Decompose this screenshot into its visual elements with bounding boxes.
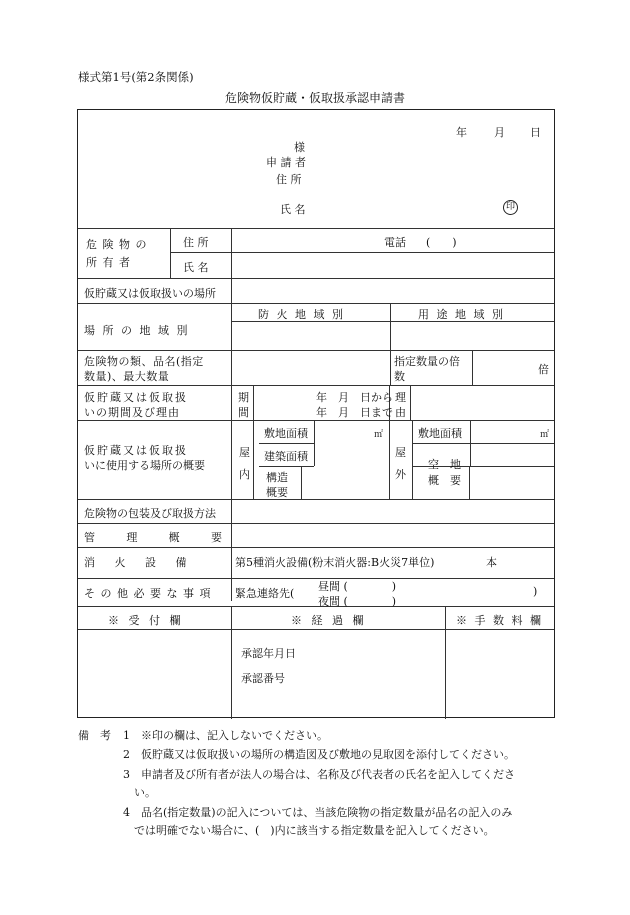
note-item-continuation: では明確でない場合に、( )内に該当する指定数量を記入してください。 bbox=[134, 824, 495, 837]
note-item: 4 品名(指定数量)の記入については、当該危険物の指定数量が品名の記入のみ bbox=[123, 806, 513, 819]
packaging-method-field[interactable] bbox=[234, 502, 552, 521]
quantity-multiple-unit: 倍 bbox=[538, 363, 549, 376]
progress-header: ※ 経 過 欄 bbox=[291, 614, 367, 627]
fee-header: ※ 手 数 料 欄 bbox=[456, 614, 543, 627]
indoor-structure-label-2: 概要 bbox=[266, 486, 288, 499]
fire-zone-field[interactable] bbox=[234, 324, 388, 348]
indoor-label-2: 内 bbox=[239, 468, 250, 481]
owner-label-line2: 所 有 者 bbox=[86, 256, 131, 269]
application-form-table bbox=[77, 109, 555, 718]
indoor-building-area-field[interactable] bbox=[316, 446, 386, 464]
hazard-class-label-line2: 数量)、最大数量 bbox=[84, 370, 170, 383]
site-label-line1: 仮貯蔵又は仮取扱 bbox=[84, 444, 188, 457]
indoor-structure-field[interactable] bbox=[304, 469, 386, 497]
period-to[interactable]: 年 月 日まで bbox=[316, 406, 393, 419]
owner-name-field[interactable] bbox=[234, 256, 552, 275]
document-title: 危険物仮貯蔵・仮取扱承認申請書 bbox=[224, 91, 405, 105]
fire-equipment-value: 第5種消火設備(粉末消火器:B火災7単位) bbox=[235, 556, 435, 569]
fire-zone-header: 防 火 地 域 別 bbox=[258, 308, 345, 321]
packaging-method-label: 危険物の包装及び取扱方法 bbox=[84, 507, 216, 520]
site-label-line2: いに使用する場所の概要 bbox=[84, 459, 205, 472]
use-zone-field[interactable] bbox=[393, 324, 551, 348]
fire-equipment-label: 消 火 設 備 bbox=[84, 556, 195, 569]
outdoor-open-land-label-1: 空 地 bbox=[428, 458, 461, 471]
outdoor-label-1: 屋 bbox=[395, 446, 406, 459]
outdoor-site-area-unit: ㎡ bbox=[540, 430, 550, 440]
date-year: 年 bbox=[456, 126, 467, 139]
indoor-site-area-label: 敷地面積 bbox=[264, 427, 308, 440]
outdoor-site-area-field[interactable] bbox=[473, 423, 535, 441]
indoor-label-1: 屋 bbox=[239, 446, 250, 459]
storage-location-field[interactable] bbox=[233, 281, 551, 300]
indoor-structure-label-1: 構造 bbox=[266, 471, 288, 484]
note-item-continuation: い。 bbox=[134, 786, 156, 799]
emergency-daytime[interactable]: 昼間 ( ) bbox=[318, 580, 397, 593]
period-sub-label-1: 期 bbox=[238, 391, 249, 404]
notes-label: 備 考 bbox=[78, 729, 111, 742]
form-number: 様式第1号(第2条関係) bbox=[78, 70, 194, 84]
owner-address-label: 住 所 bbox=[183, 236, 209, 249]
approval-date-label: 承認年月日 bbox=[241, 647, 296, 660]
outdoor-label-2: 外 bbox=[395, 468, 406, 481]
emergency-close-paren: ) bbox=[533, 585, 538, 598]
emergency-night[interactable]: 夜間 ( ) bbox=[318, 595, 397, 608]
approval-number-label: 承認番号 bbox=[241, 672, 285, 685]
hazard-class-label-line1: 危険物の類、品名(指定 bbox=[84, 355, 204, 368]
note-item: 2 仮貯蔵又は仮取扱いの場所の構造図及び敷地の見取図を添付してください。 bbox=[123, 748, 515, 761]
storage-location-label: 仮貯蔵又は仮取扱いの場所 bbox=[84, 287, 216, 300]
area-zone-label: 場 所 の 地 域 別 bbox=[84, 324, 190, 337]
applicant-name-label: 氏 名 bbox=[280, 203, 306, 216]
quantity-multiple-label-line1: 指定数量の倍 bbox=[394, 355, 460, 368]
indoor-site-area-field[interactable] bbox=[316, 423, 371, 441]
seal-stamp-icon: 印 bbox=[503, 200, 518, 215]
applicant-label: 申 請 者 bbox=[266, 156, 306, 169]
applicant-address-label: 住 所 bbox=[276, 173, 302, 186]
reception-header: ※ 受 付 欄 bbox=[108, 614, 184, 627]
use-zone-header: 用 途 地 域 別 bbox=[418, 308, 505, 321]
period-sub-label-2: 間 bbox=[238, 406, 249, 419]
owner-address-field[interactable] bbox=[234, 231, 374, 249]
period-from[interactable]: 年 月 日から bbox=[316, 391, 393, 404]
reason-field[interactable] bbox=[413, 388, 551, 418]
outdoor-open-land-field[interactable] bbox=[472, 469, 551, 497]
owner-phone-parens: ( ) bbox=[426, 236, 457, 249]
indoor-building-area-label: 建築面積 bbox=[264, 450, 308, 463]
indoor-site-area-unit: ㎡ bbox=[374, 430, 384, 440]
reason-sub-label-2: 由 bbox=[395, 406, 406, 419]
hazard-class-field[interactable] bbox=[234, 353, 388, 383]
owner-label-line1: 危 険 物 の bbox=[86, 238, 148, 251]
date-month: 月 bbox=[494, 126, 505, 139]
reason-sub-label-1: 理 bbox=[395, 391, 406, 404]
owner-phone-label: 電話 bbox=[384, 236, 406, 249]
quantity-multiple-field[interactable] bbox=[475, 353, 535, 383]
period-label-line1: 仮貯蔵又は仮取扱 bbox=[84, 391, 188, 404]
management-overview-field[interactable] bbox=[234, 526, 552, 545]
quantity-multiple-label-line2: 数 bbox=[394, 370, 405, 383]
fire-equipment-count-unit: 本 bbox=[486, 556, 497, 569]
emergency-contact-label: 緊急連絡先( bbox=[235, 587, 295, 600]
owner-name-label: 氏 名 bbox=[183, 261, 209, 274]
management-overview-label: 管 理 概 要 bbox=[84, 531, 228, 544]
seal-mark bbox=[503, 199, 518, 215]
note-item: 3 申請者及び所有者が法人の場合は、名称及び代表者の氏名を記入してくださ bbox=[123, 768, 515, 781]
outdoor-site-area-label: 敷地面積 bbox=[418, 427, 462, 440]
period-label-line2: いの期間及び理由 bbox=[84, 406, 180, 419]
outdoor-open-land-label-2: 概 要 bbox=[428, 474, 461, 487]
note-item: 1 ※印の欄は、記入しないでください。 bbox=[123, 729, 328, 742]
addressee-suffix: 様 bbox=[294, 141, 305, 154]
other-matters-label: そ の 他 必 要 な 事 項 bbox=[84, 587, 212, 600]
date-day: 日 bbox=[530, 126, 541, 139]
